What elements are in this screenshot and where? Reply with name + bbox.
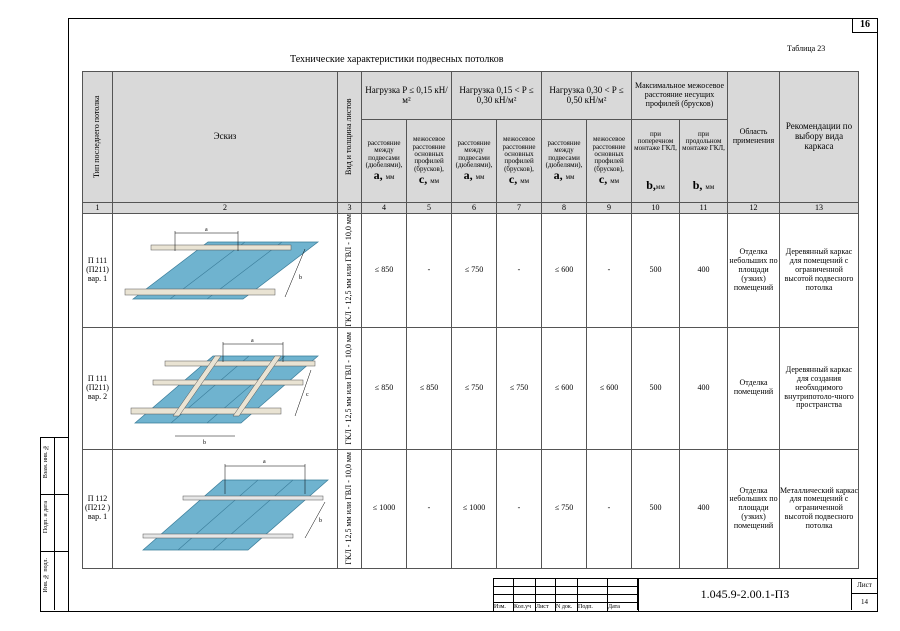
col-num: 8 — [542, 203, 587, 214]
page-title: Технические характеристики подвесных потолков — [290, 54, 504, 65]
dim-label-c: c — [306, 391, 309, 398]
dim-label-a: a — [205, 226, 208, 233]
cell-area: Отделка помещений — [728, 327, 780, 449]
table-row — [83, 214, 859, 328]
row-sheet: ГКЛ - 12,5 мм или ГВЛ - 10,0 мм — [338, 449, 362, 568]
dim-label-a: a — [251, 337, 254, 344]
cell-b1: 500 — [632, 214, 680, 328]
tb-doc: N док. — [556, 603, 578, 612]
cell-a2: ≤ 1000 — [452, 449, 497, 568]
header-load1: Нагрузка P ≤ 0,15 кН/м² — [362, 72, 452, 120]
sub-b-1: при поперечном монтаже ГКЛ, b,мм — [632, 120, 680, 203]
header-rec: Рекомендации по выбору вида каркаса — [780, 72, 859, 203]
col-num: 12 — [728, 203, 780, 214]
top-page-number: 16 — [852, 18, 877, 33]
cell-a1: ≤ 850 — [362, 327, 407, 449]
tb-kol: Кол.уч — [514, 603, 536, 612]
strip-sign-date: Подп. и дата — [41, 495, 69, 552]
row-sheet: ГКЛ - 12,5 мм или ГВЛ - 10,0 мм — [338, 214, 362, 328]
col-num: 3 — [338, 203, 362, 214]
dim-label-a: a — [263, 458, 266, 465]
sub-c-3: межосевое расстояние основных профилей (брусков), c, мм — [587, 120, 632, 203]
col-num: 4 — [362, 203, 407, 214]
table-row — [83, 449, 859, 568]
cell-c1: ≤ 850 — [407, 327, 452, 449]
cell-c3: ≤ 600 — [587, 327, 632, 449]
document-number: 1.045.9-2.00.1-ПЗ — [637, 578, 852, 610]
cell-c2: - — [497, 214, 542, 328]
col-num: 13 — [780, 203, 859, 214]
cell-a1: ≤ 1000 — [362, 449, 407, 568]
table-label: Таблица 23 — [787, 44, 826, 53]
cell-b2: 400 — [680, 449, 728, 568]
cell-c2: ≤ 750 — [497, 327, 542, 449]
cell-a2: ≤ 750 — [452, 327, 497, 449]
col-num: 7 — [497, 203, 542, 214]
header-load2: Нагрузка 0,15 < P ≤ 0,30 кН/м² — [452, 72, 542, 120]
cell-b1: 500 — [632, 449, 680, 568]
tb-podp: Подп. — [578, 603, 608, 612]
tb-izm: Изм. — [494, 603, 514, 612]
cell-rec: Металлический каркас для помещений с ограниченной высотой подвесного потолка — [780, 449, 859, 568]
row-type: П 111 (П211) вар. 2 — [83, 327, 113, 449]
row-sheet: ГКЛ - 12,5 мм или ГВЛ - 10,0 мм — [338, 327, 362, 449]
cell-rec: Деревянный каркас для создания необходимого внутрипотоло-чного пространства — [780, 327, 859, 449]
strip-inv-orig: Инв. № подл. — [41, 552, 69, 610]
col-num: 9 — [587, 203, 632, 214]
header-maxdist: Максимальное межосевое расстояние несущих профилей (брусков) — [632, 72, 728, 120]
sketch-metal-1 — [113, 449, 338, 568]
sub-a-2: расстояние между подвесами (дюбелями), a, мм — [452, 120, 497, 203]
sheet-label: Лист — [852, 578, 877, 594]
sheet-box — [851, 578, 877, 610]
cell-a3: ≤ 600 — [542, 214, 587, 328]
strip-inv-sub: Взам. инв. № — [41, 438, 69, 495]
sub-b-2: при продольном монтаже ГКЛ, b, мм — [680, 120, 728, 203]
spec-table — [82, 71, 859, 569]
sub-c-2: межосевое расстояние основных профилей (брусков), c, мм — [497, 120, 542, 203]
col-num: 1 — [83, 203, 113, 214]
sheet-number: 14 — [861, 598, 868, 606]
header-type: Тип последнего потолка — [83, 72, 113, 203]
col-num: 10 — [632, 203, 680, 214]
sketch-wood-1 — [113, 214, 338, 328]
col-num: 5 — [407, 203, 452, 214]
sketch-wood-2 — [113, 327, 338, 449]
col-num: 2 — [113, 203, 338, 214]
cell-a1: ≤ 850 — [362, 214, 407, 328]
cell-c1: - — [407, 449, 452, 568]
sub-a-1: расстояние между подвесами (дюбелями), a, мм — [362, 120, 407, 203]
header-sheet: Вид и толщина листов — [338, 72, 362, 203]
cell-b1: 500 — [632, 327, 680, 449]
left-stamp-strip — [40, 437, 69, 612]
tb-data: Дата — [608, 603, 639, 612]
cell-c3: - — [587, 214, 632, 328]
column-numbers-row — [83, 203, 859, 214]
row-type: П 111 (П211) вар. 1 — [83, 214, 113, 328]
col-num: 6 — [452, 203, 497, 214]
header-area: Область применения — [728, 72, 780, 203]
table-row — [83, 327, 859, 449]
cell-area: Отделка небольших по площади (узких) помещений — [728, 449, 780, 568]
col-num: 11 — [680, 203, 728, 214]
dim-label-b: b — [299, 274, 302, 281]
sub-c-1: межосевое расстояние основных профилей (брусков), c, мм — [407, 120, 452, 203]
dim-label-b: b — [319, 517, 322, 524]
cell-a3: ≤ 750 — [542, 449, 587, 568]
cell-a3: ≤ 600 — [542, 327, 587, 449]
tb-list: Лист — [536, 603, 556, 612]
cell-c1: - — [407, 214, 452, 328]
cell-a2: ≤ 750 — [452, 214, 497, 328]
cell-area: Отделка небольших по площади (узких) помещений — [728, 214, 780, 328]
cell-rec: Деревянный каркас для помещений с ограниченной высотой подвесного потолка — [780, 214, 859, 328]
cell-b2: 400 — [680, 214, 728, 328]
header-sketch: Эскиз — [113, 72, 338, 203]
header-load3: Нагрузка 0,30 < P ≤ 0,50 кН/м² — [542, 72, 632, 120]
cell-b2: 400 — [680, 327, 728, 449]
cell-c2: - — [497, 449, 542, 568]
cell-c3: - — [587, 449, 632, 568]
row-type: П 112 (П212 ) вар. 1 — [83, 449, 113, 568]
sub-a-3: расстояние между подвесами (дюбелями), a, мм — [542, 120, 587, 203]
dim-label-b: b — [203, 439, 206, 446]
